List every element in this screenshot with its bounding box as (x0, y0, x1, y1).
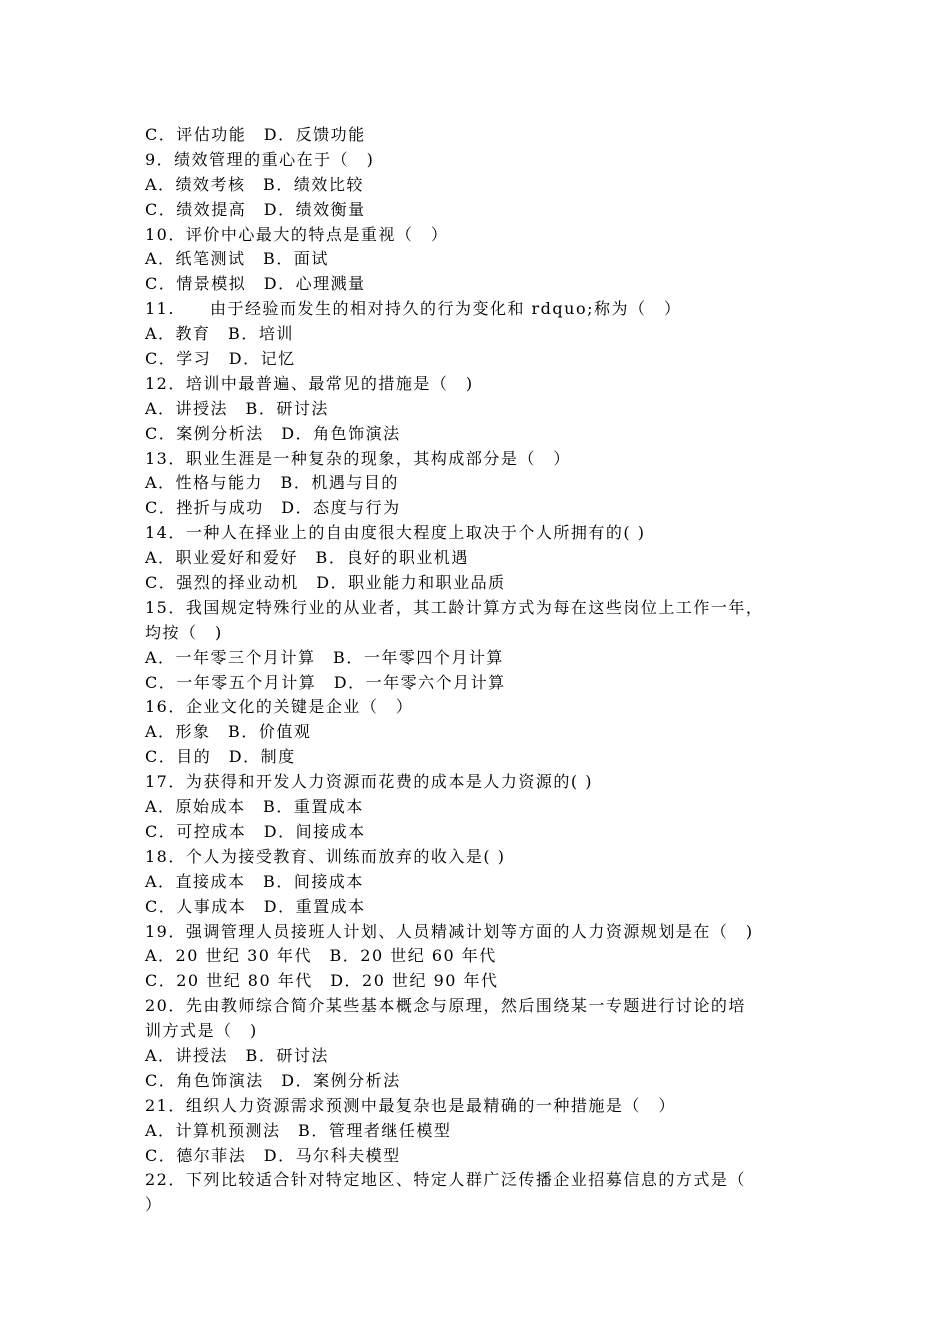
question-line: 14．一种人在择业上的自由度很大程度上取决于个人所拥有的( ) (145, 523, 646, 543)
question-line: 21．组织人力资源需求预测中最复杂也是最精确的一种措施是（ ） (145, 1095, 676, 1115)
option-line: A．直接成本 B．间接成本 (145, 871, 364, 891)
option-line: C．20 世纪 80 年代 D．20 世纪 90 年代 (145, 971, 499, 991)
option-line: C．绩效提高 D．绩效衡量 (145, 199, 366, 219)
question-line: 16．企业文化的关键是企业（ ） (145, 697, 414, 717)
question-line: 17．为获得和开发人力资源而花费的成本是人力资源的( ) (145, 772, 593, 792)
question-line: 9．绩效管理的重心在于（ ) (145, 149, 375, 169)
question-line: 13．职业生涯是一种复杂的现象，其构成部分是（ ） (145, 448, 571, 468)
question-line: 10．评价中心最大的特点是重视（ ） (145, 224, 449, 244)
question-line: 11. 由于经验而发生的相对持久的行为变化和 rdquo;称为（ ） (145, 299, 682, 319)
question-line: 19．强调管理人员接班人计划、人员精减计划等方面的人力资源规划是在（ ) (145, 921, 754, 941)
option-line: C．挫折与成功 D．态度与行为 (145, 498, 401, 518)
option-line: C．德尔菲法 D．马尔科夫模型 (145, 1145, 401, 1165)
question-line-continued: 训方式是（ ) (145, 1021, 258, 1041)
option-line: A．讲授法 B．研讨法 (145, 1045, 329, 1065)
question-line: 22．下列比较适合针对特定地区、特定人群广泛传播企业招募信息的方式是（ (145, 1170, 746, 1190)
option-line: C．人事成本 D．重置成本 (145, 896, 366, 916)
text-line: C．评估功能 D．反馈功能 (145, 125, 366, 144)
question-line: 12．培训中最普遍、最常见的措施是（ ) (145, 373, 474, 393)
option-line: C．角色饰演法 D．案例分析法 (145, 1070, 401, 1090)
question-line: 20．先由教师综合简介某些基本概念与原理，然后围绕某一专题进行讨论的培 (145, 996, 746, 1016)
option-line: A．形象 B．价值观 (145, 722, 312, 742)
option-line: A．一年零三个月计算 B．一年零四个月计算 (145, 647, 504, 667)
option-line: A．纸笔测试 B．面试 (145, 249, 329, 269)
option-line: A．讲授法 B．研讨法 (145, 398, 329, 418)
option-line: A．职业爱好和爱好 B．良好的职业机遇 (145, 548, 469, 568)
option-line: A．20 世纪 30 年代 B．20 世纪 60 年代 (145, 946, 497, 966)
option-line: A．绩效考核 B．绩效比较 (145, 174, 364, 194)
option-line: C．可控成本 D．间接成本 (145, 821, 366, 841)
option-line: C．情景模拟 D．心理溅量 (145, 274, 366, 294)
option-line: A．计算机预测法 B．管理者继任模型 (145, 1120, 452, 1140)
option-line: C．一年零五个月计算 D．一年零六个月计算 (145, 672, 506, 692)
document-page (145, 123, 815, 1218)
option-line: C．案例分析法 D．角色饰演法 (145, 423, 401, 443)
option-line: C．强烈的择业动机 D．职业能力和职业品质 (145, 573, 506, 593)
option-line: A．性格与能力 B．机遇与目的 (145, 473, 399, 493)
question-line-continued: ） (145, 1195, 163, 1215)
question-line: 15．我国规定特殊行业的从业者，其工龄计算方式为每在这些岗位上工作一年， (145, 597, 764, 617)
option-line: C．目的 D．制度 (145, 747, 296, 767)
question-line-continued: 均按（ ) (145, 622, 223, 642)
option-line: C．学习 D．记忆 (145, 349, 296, 369)
question-line: 18．个人为接受教育、训练而放弃的收入是( ) (145, 846, 506, 866)
option-line: A．原始成本 B．重置成本 (145, 797, 364, 817)
option-line: A．教育 B．培训 (145, 324, 294, 344)
